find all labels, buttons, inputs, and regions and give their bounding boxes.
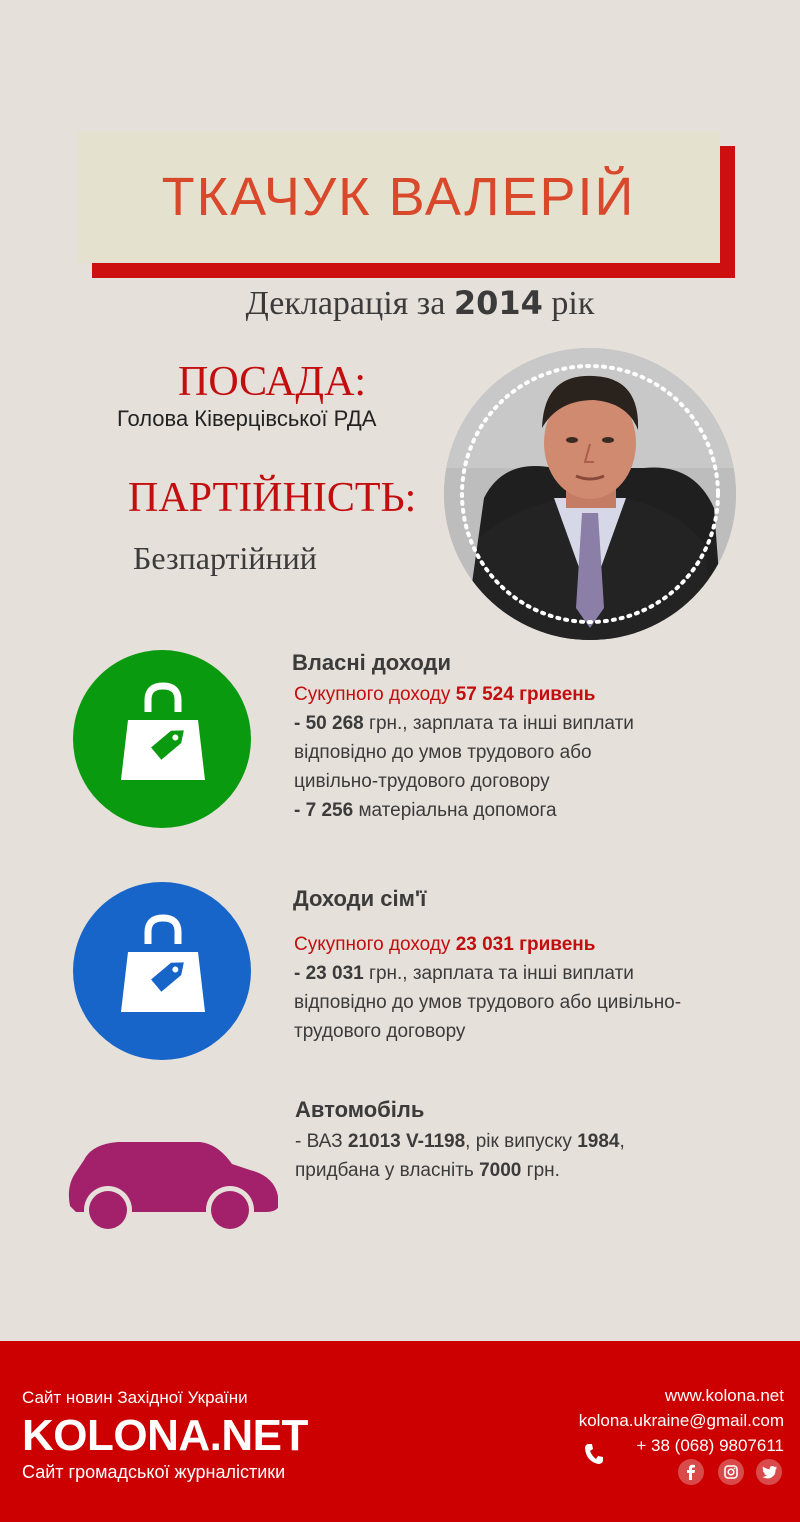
footer-phone[interactable]: + 38 (068) 9807611 xyxy=(636,1436,784,1455)
position-label: ПОСАДА: xyxy=(178,359,367,405)
car-details xyxy=(295,1127,625,1185)
phone-icon xyxy=(584,1443,604,1470)
family-income-line2: відповідно до умов трудового або цивільно- xyxy=(294,992,682,1013)
footer xyxy=(0,1341,800,1522)
footer-email-link[interactable]: kolona.ukraine@gmail.com xyxy=(578,1411,784,1430)
car-price: 7000 xyxy=(479,1160,522,1181)
family-income-icon-circle xyxy=(73,882,251,1060)
own-income-line2: відповідно до умов трудового або xyxy=(294,742,592,763)
facebook-icon[interactable] xyxy=(678,1459,704,1485)
own-income-line4-text: матеріальна допомога xyxy=(358,800,557,821)
car-year: 1984 xyxy=(577,1131,620,1152)
own-income-line1-text: грн., зарплата та інші виплати xyxy=(369,713,634,734)
footer-brand[interactable]: KOLONA.NET xyxy=(22,1411,308,1460)
page-title: ТКАЧУК ВАЛЕРІЙ xyxy=(161,167,636,227)
car-line1-mid: , рік випуску xyxy=(465,1131,572,1152)
family-income-heading: Доходи сім'ї xyxy=(293,886,427,911)
party-value: Безпартійний xyxy=(133,540,317,576)
footer-tagline-top: Сайт новин Західної України xyxy=(22,1388,248,1407)
shopping-bag-icon xyxy=(118,912,208,1014)
family-income-line3: трудового договору xyxy=(294,1021,466,1042)
instagram-icon[interactable] xyxy=(718,1459,744,1485)
car-model: 21013 V-1198 xyxy=(347,1131,466,1152)
car-heading: Автомобіль xyxy=(295,1097,425,1122)
twitter-icon[interactable] xyxy=(756,1459,782,1485)
own-income-total-amount: 57 524 гривень xyxy=(455,684,596,705)
declaration-line xyxy=(0,284,800,323)
own-income-line1-amount: - 50 268 xyxy=(294,713,364,734)
car-line2-prefix: придбана у власніть xyxy=(295,1160,474,1181)
family-income-line1-amount: - 23 031 xyxy=(294,963,364,984)
family-income-line1-text: грн., зарплата та інші виплати xyxy=(369,963,634,984)
own-income-heading: Власні доходи xyxy=(292,650,452,675)
footer-tagline-bottom: Сайт громадської журналістики xyxy=(22,1462,286,1482)
position-value: Голова Ківерцівської РДА xyxy=(117,406,377,431)
family-income-total-prefix: Сукупного доходу xyxy=(294,934,451,955)
family-income-details xyxy=(294,930,681,1046)
car-line1-end: , xyxy=(619,1131,625,1152)
declaration-year: 2014 xyxy=(453,284,543,322)
portrait-photo xyxy=(444,348,736,640)
car-icon xyxy=(62,1138,280,1239)
shopping-bag-icon xyxy=(118,680,208,782)
car-line1-prefix: - ВАЗ xyxy=(295,1131,343,1152)
declaration-suffix: рік xyxy=(551,285,595,322)
own-income-icon-circle xyxy=(73,650,251,828)
car-line2-end: грн. xyxy=(526,1160,560,1181)
family-income-total-amount: 23 031 гривень xyxy=(455,934,596,955)
own-income-line4-amount: - 7 256 xyxy=(294,800,354,821)
footer-website-link[interactable]: www.kolona.net xyxy=(664,1386,784,1405)
declaration-prefix: Декларація за xyxy=(245,285,446,322)
own-income-line3: цивільно-трудового договору xyxy=(294,771,550,792)
party-label: ПАРТІЙНІСТЬ: xyxy=(128,475,417,521)
own-income-details xyxy=(294,680,634,825)
own-income-total-prefix: Сукупного доходу xyxy=(294,684,451,705)
